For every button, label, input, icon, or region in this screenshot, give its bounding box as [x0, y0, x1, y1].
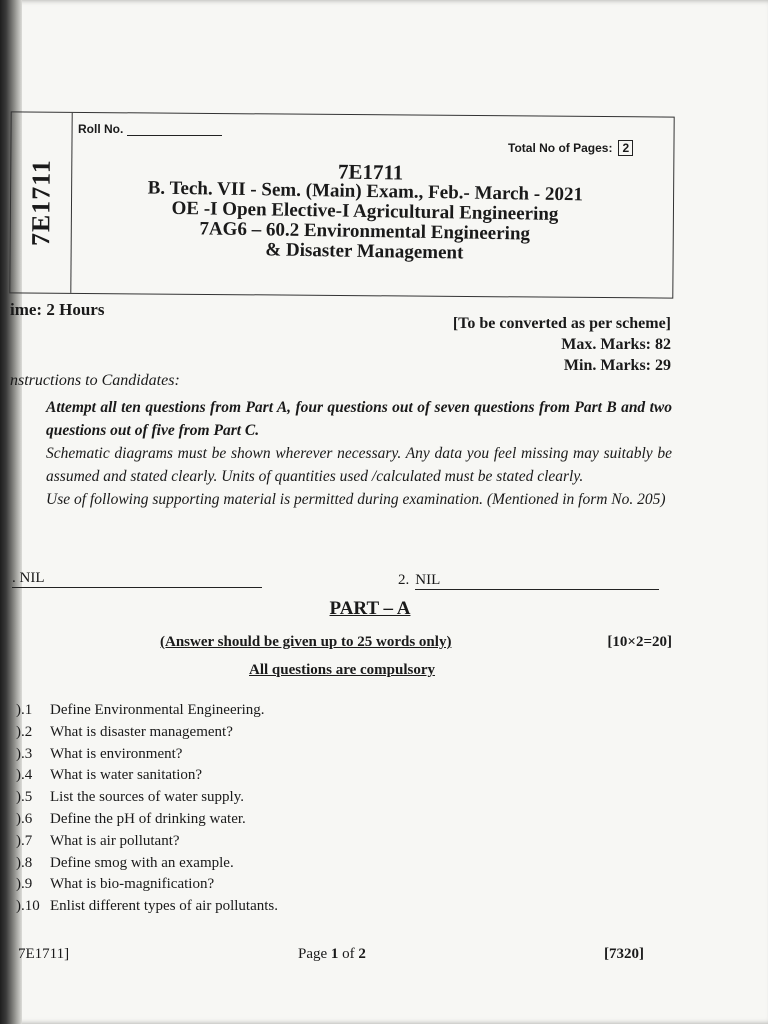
exam-heading	[79, 157, 660, 266]
question-text: What is air pollutant?	[50, 832, 180, 849]
min-marks: Min. Marks: 29	[563, 357, 671, 374]
question-text: What is water sanitation?	[50, 767, 203, 784]
question-text: Define the pH of drinking water.	[50, 810, 246, 827]
side-code-box	[10, 112, 72, 292]
total-pages	[508, 140, 633, 156]
side-paper-code: 7E1711	[25, 159, 56, 247]
current-page: 1	[330, 946, 339, 962]
page-total: 2	[358, 946, 366, 962]
question-item	[16, 744, 278, 766]
scheme-note: [To be converted as per scheme]	[452, 315, 671, 332]
question-number: ).10	[16, 898, 40, 915]
question-text: What is environment?	[50, 745, 183, 762]
question-number: ).5	[16, 789, 33, 806]
total-pages-value: 2	[618, 140, 633, 156]
roll-number	[78, 122, 222, 136]
page-prefix: Page	[298, 946, 331, 962]
question-item	[16, 765, 278, 787]
marks-block	[453, 313, 671, 376]
max-marks: Max. Marks: 82	[561, 336, 671, 353]
footer-serial: [7320]	[604, 946, 644, 962]
question-text: Define Environmental Engineering.	[50, 702, 265, 718]
instruction-3: Use of following supporting material is permitted during examination. (Mentioned in form No. 205)	[46, 491, 666, 508]
instructions-title: nstructions to Candidates:	[10, 372, 180, 389]
question-text: Enlist different types of air pollutants.	[50, 898, 279, 915]
question-item	[16, 722, 278, 744]
question-item	[16, 700, 278, 722]
page-of: of	[338, 946, 359, 962]
part-a-title: PART – A	[329, 598, 411, 619]
material-2-number: 2.	[398, 572, 410, 588]
instructions	[46, 396, 672, 511]
question-item	[16, 809, 278, 831]
footer-paper-code: 7E1711]	[18, 946, 70, 962]
word-limit-note: (Answer should be given up to 25 words only)	[160, 634, 452, 650]
question-list	[16, 700, 278, 918]
compulsory-note: All questions are compulsory	[249, 662, 435, 678]
part-a-marks: [10×2=20]	[607, 634, 672, 650]
material-1: . NIL	[12, 570, 262, 588]
instruction-2: Schematic diagrams must be shown wherever necessary. Any data you feel missing may suitably be assumed and stated clearly. Units of quantities used /calculated must be stated clearly.	[46, 445, 672, 485]
question-number: ).4	[16, 767, 33, 784]
question-text: What is bio-magnification?	[50, 876, 215, 893]
material-2-value: NIL	[415, 572, 659, 590]
exam-time: ime: 2 Hours	[10, 300, 105, 319]
part-a-instructions	[160, 634, 672, 651]
question-text: Define smog with an example.	[50, 854, 234, 871]
exam-title: B. Tech. VII - Sem. (Main) Exam., Feb.- March - 2021	[147, 177, 584, 206]
subject-title-cont: & Disaster Management	[265, 239, 464, 264]
question-item	[16, 853, 278, 875]
question-number: ).8	[16, 854, 33, 871]
question-text: List the sources of water supply.	[50, 789, 244, 806]
question-number: ).2	[16, 723, 33, 740]
page-number	[298, 946, 366, 963]
question-item	[16, 787, 278, 809]
subject-title: 7AG6 – 60.2 Environmental Engineering	[199, 218, 531, 245]
question-number: ).1	[16, 702, 33, 718]
question-item	[16, 896, 278, 918]
question-number: ).7	[16, 832, 33, 849]
question-number: ).3	[16, 745, 33, 762]
total-pages-label: Total No of Pages:	[508, 141, 613, 155]
question-item	[16, 831, 278, 853]
question-text: What is disaster management?	[50, 723, 233, 740]
exam-code: 7E1711	[337, 159, 404, 185]
roll-label: Roll No.	[78, 122, 124, 136]
supporting-materials	[12, 570, 672, 592]
roll-blank	[127, 135, 222, 136]
instruction-1: Attempt all ten questions from Part A, four questions out of seven questions from Part B and two questions out of five from Part C.	[46, 399, 672, 439]
material-2	[398, 572, 659, 590]
question-number: ).9	[16, 876, 33, 893]
question-number: ).6	[16, 810, 33, 827]
elective-title: OE -I Open Elective-I Agricultural Engineering	[171, 197, 559, 225]
question-item	[16, 874, 278, 896]
